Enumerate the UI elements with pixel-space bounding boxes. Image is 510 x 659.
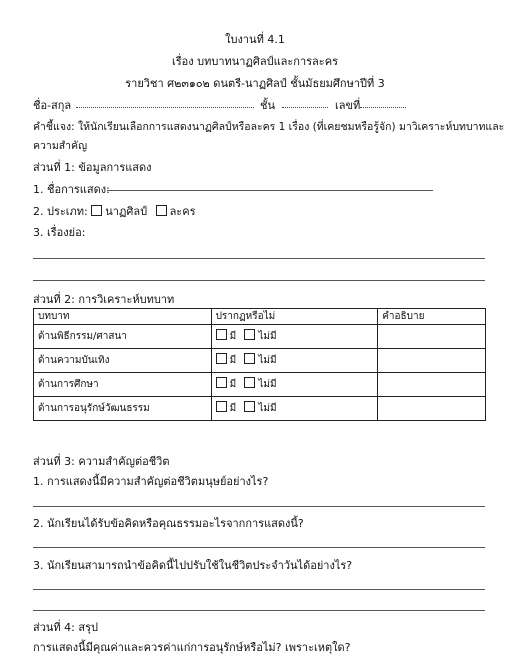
answer-line[interactable]: [33, 547, 485, 548]
present-cell: [211, 373, 378, 397]
no-label: ไม่มี: [258, 403, 277, 414]
part3-q1: 1. การแสดงนี้มีความสำคัญต่อชีวิตมนุษย์อย่างไร?: [33, 475, 269, 488]
part3-q2: 2. นักเรียนได้รับข้อคิดหรือคุณธรรมอะไรจากการแสดงนี้?: [33, 517, 304, 530]
type-label: 2. ประเภท:: [33, 205, 88, 218]
role-cell: ด้านพิธีกรรม/ศาสนา: [34, 325, 212, 349]
checkbox-yes[interactable]: [216, 401, 227, 412]
table-row: [34, 397, 486, 421]
checkbox-yes[interactable]: [216, 329, 227, 340]
yes-label: มี: [229, 355, 237, 366]
class-field[interactable]: [282, 107, 328, 108]
table-row: [34, 325, 486, 349]
part2-heading: ส่วนที่ 2: การวิเคราะห์บทบาท: [33, 293, 175, 306]
present-cell: [211, 397, 378, 421]
instruction-line-1: คำชี้แจง: ให้นักเรียนเลือกการแสดงนาฏศิลป์หรือละคร 1 เรื่อง (ที่เคยชมหรือรู้จัก) มาวิเคราะห์บทบาทและ: [33, 121, 505, 133]
performance-name-field[interactable]: [107, 190, 433, 191]
option-dance-label: นาฏศิลป์: [105, 205, 148, 218]
table-header-row: [34, 309, 486, 325]
answer-line[interactable]: [33, 610, 485, 611]
checkbox-yes[interactable]: [216, 353, 227, 364]
name-field[interactable]: [76, 107, 254, 108]
checkbox-no[interactable]: [244, 353, 255, 364]
column-header-description: คำอธิบาย: [378, 309, 486, 325]
no-label: ไม่มี: [258, 331, 277, 342]
description-cell[interactable]: [378, 373, 486, 397]
class-label: ชั้น: [260, 99, 275, 112]
part3-q3: 3. นักเรียนสามารถนำข้อคิดนี้ไปปรับใช้ในชีวิตประจำวันได้อย่างไร?: [33, 559, 353, 572]
worksheet-title: ใบงานที่ 4.1: [225, 33, 285, 46]
part4-heading: ส่วนที่ 4: สรุป: [33, 621, 98, 634]
description-cell[interactable]: [378, 325, 486, 349]
role-analysis-table: [33, 308, 486, 421]
role-cell: ด้านการอนุรักษ์วัฒนธรรม: [34, 397, 212, 421]
description-cell[interactable]: [378, 349, 486, 373]
checkbox-dance[interactable]: [91, 205, 102, 216]
checkbox-no[interactable]: [244, 377, 255, 388]
number-field[interactable]: [360, 107, 406, 108]
yes-label: มี: [229, 379, 237, 390]
yes-label: มี: [229, 331, 237, 342]
table-row: [34, 349, 486, 373]
checkbox-drama[interactable]: [156, 205, 167, 216]
table-row: [34, 373, 486, 397]
number-label: เลขที่: [335, 99, 361, 112]
part3-heading: ส่วนที่ 3: ความสำคัญต่อชีวิต: [33, 455, 170, 468]
instruction-line-2: ความสำคัญ: [33, 140, 88, 152]
part1-q1: 1. ชื่อการแสดง:: [33, 183, 110, 196]
worksheet-subject: เรื่อง บทบาทนาฏศิลป์และการละคร: [172, 55, 338, 68]
answer-line[interactable]: [33, 506, 485, 507]
synopsis-line-1[interactable]: [33, 258, 485, 259]
name-label: ชื่อ-สกุล: [33, 99, 72, 112]
checkbox-no[interactable]: [244, 329, 255, 340]
part1-q3: 3. เรื่องย่อ:: [33, 226, 86, 239]
no-label: ไม่มี: [258, 379, 277, 390]
synopsis-line-2[interactable]: [33, 280, 485, 281]
option-drama-label: ละคร: [169, 205, 196, 218]
role-cell: ด้านความบันเทิง: [34, 349, 212, 373]
worksheet-course: รายวิชา ศ๒๓๑๐๒ ดนตรี-นาฏศิลป์ ชั้นมัธยมศึกษาปีที่ 3: [125, 77, 385, 90]
description-cell[interactable]: [378, 397, 486, 421]
part1-q2: [33, 202, 195, 220]
column-header-role: บทบาท: [34, 309, 212, 325]
yes-label: มี: [229, 403, 237, 414]
answer-line[interactable]: [33, 589, 485, 590]
column-header-present: ปรากฏหรือไม่: [211, 309, 378, 325]
checkbox-no[interactable]: [244, 401, 255, 412]
present-cell: [211, 325, 378, 349]
role-cell: ด้านการศึกษา: [34, 373, 212, 397]
checkbox-yes[interactable]: [216, 377, 227, 388]
present-cell: [211, 349, 378, 373]
part4-q1: การแสดงนี้มีคุณค่าและควรค่าแก่การอนุรักษ์หรือไม่? เพราะเหตุใด?: [33, 641, 351, 654]
no-label: ไม่มี: [258, 355, 277, 366]
part1-heading: ส่วนที่ 1: ข้อมูลการแสดง: [33, 161, 152, 174]
